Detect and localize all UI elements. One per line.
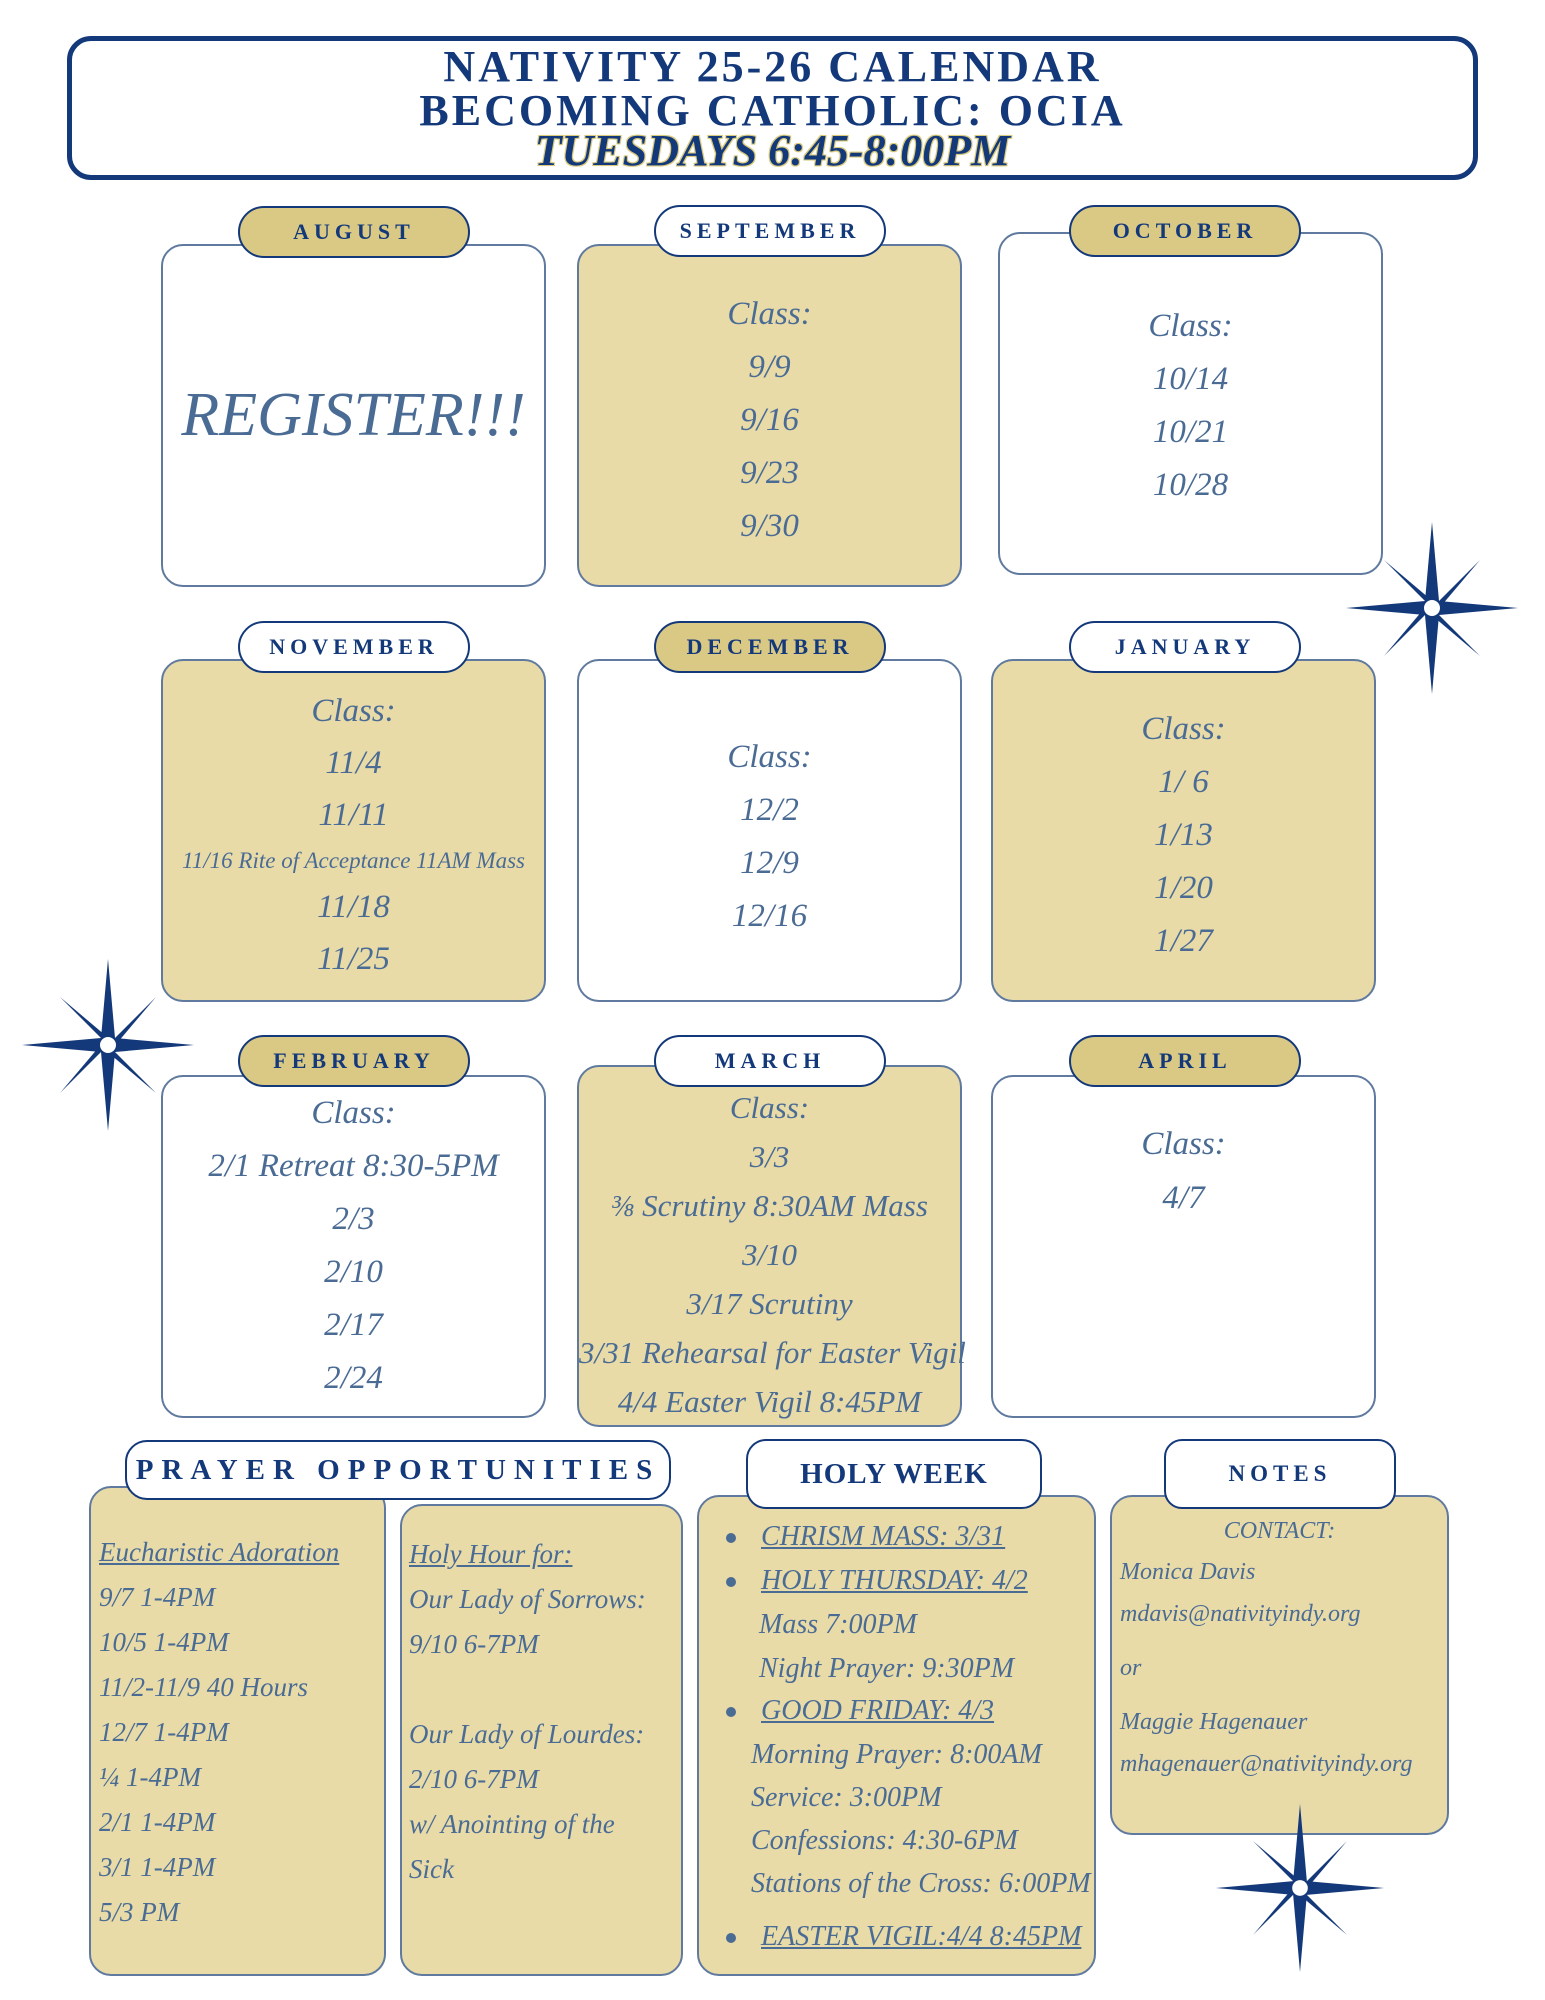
contact-or: or [1120, 1655, 1142, 1681]
month-label-august: AUGUST [238, 206, 470, 258]
holy-hour-box [400, 1504, 683, 1976]
calendar-title: NATIVITY 25-26 CALENDAR [443, 42, 1102, 91]
class-date: 12/9 [740, 845, 799, 881]
class-event: ⅜ Scrutiny 8:30AM Mass [611, 1188, 928, 1223]
class-date: 10/14 [1152, 361, 1229, 397]
notes-box [1110, 1495, 1449, 1835]
adoration-box [89, 1486, 386, 1976]
class-event: 3/17 Scrutiny [686, 1286, 853, 1321]
class-date: 2/24 [324, 1360, 383, 1396]
class-date: 1/ 6 [1158, 764, 1209, 800]
holy-week-label: HOLY WEEK [746, 1439, 1042, 1509]
month-box-august [161, 244, 546, 587]
class-date: 4/7 [1162, 1180, 1205, 1216]
month-label-september: SEPTEMBER [654, 205, 886, 257]
class-date: 11/11 [318, 797, 389, 833]
holy-week-item: Mass 7:00PM [759, 1609, 917, 1640]
month-box-october [998, 232, 1383, 575]
holy-week-item: Service: 3:00PM [751, 1782, 942, 1813]
class-heading: Class: [727, 296, 812, 332]
class-date: 10/21 [1152, 414, 1229, 450]
class-date: 12/16 [731, 898, 808, 934]
month-box-february [161, 1075, 546, 1418]
month-box-march [577, 1065, 966, 1427]
holy-week-item: Night Prayer: 9:30PM [759, 1653, 1015, 1684]
program-title: BECOMING CATHOLIC: OCIA [419, 86, 1126, 135]
month-label-february: FEBRUARY [238, 1035, 470, 1087]
compass-star-icon [1342, 518, 1522, 698]
holy-hour-line: Our Lady of Lourdes: [409, 1719, 645, 1749]
class-heading: Class: [311, 1095, 396, 1131]
compass-star-icon [18, 955, 198, 1135]
adoration-date: 12/7 1-4PM [99, 1717, 229, 1747]
month-label-october: OCTOBER [1069, 205, 1301, 257]
holy-hour-line: 2/10 6-7PM [409, 1764, 539, 1794]
month-label-january: JANUARY [1069, 621, 1301, 673]
class-date: 9/9 [748, 349, 791, 385]
header-banner [67, 36, 1478, 180]
holy-hour-line: Our Lady of Sorrows: [409, 1584, 646, 1614]
prayer-opportunities-label: PRAYER OPPORTUNITIES [125, 1440, 671, 1500]
adoration-date: 11/2-11/9 40 Hours [99, 1672, 308, 1702]
class-date: 12/2 [740, 792, 799, 828]
class-heading: Class: [311, 693, 396, 729]
month-label-november: NOVEMBER [238, 621, 470, 673]
month-label-april: APRIL [1069, 1035, 1301, 1087]
compass-star-icon [1212, 1800, 1388, 1976]
adoration-title: Eucharistic Adoration [99, 1537, 340, 1567]
class-date: 2/10 [324, 1254, 383, 1290]
class-date: 1/20 [1154, 870, 1213, 906]
class-event: 11/16 Rite of Acceptance 11AM Mass [182, 848, 525, 873]
holy-week-item: Stations of the Cross: 6:00PM [751, 1868, 1091, 1899]
class-date: 10/28 [1152, 467, 1229, 503]
class-date: 11/18 [317, 889, 390, 925]
month-box-april [991, 1075, 1376, 1418]
class-date: 1/27 [1154, 923, 1213, 959]
class-event: 4/4 Easter Vigil 8:45PM [617, 1384, 922, 1419]
class-heading: Class: [727, 739, 812, 775]
class-heading: Class: [1141, 1126, 1226, 1162]
meeting-time: TUESDAYS 6:45-8:00PM [534, 126, 1011, 175]
adoration-date: 5/3 PM [99, 1897, 180, 1927]
holy-week-item: Confessions: 4:30-6PM [751, 1825, 1018, 1856]
class-heading: Class: [1141, 711, 1226, 747]
class-heading: Class: [1148, 308, 1233, 344]
register-text: REGISTER!!! [181, 381, 526, 449]
contact-email: mdavis@nativityindy.org [1120, 1601, 1361, 1627]
holy-week-box [697, 1495, 1096, 1976]
adoration-date: ¼ 1-4PM [99, 1762, 201, 1792]
holy-week-item: Morning Prayer: 8:00AM [751, 1739, 1042, 1770]
month-box-september [577, 244, 962, 587]
month-box-january [991, 659, 1376, 1002]
adoration-date: 2/1 1-4PM [99, 1807, 216, 1837]
contact-email: mhagenauer@nativityindy.org [1120, 1751, 1413, 1777]
good-friday: GOOD FRIDAY: 4/3 [761, 1695, 995, 1726]
chrism-mass: CHRISM MASS: 3/31 [761, 1521, 1006, 1552]
easter-vigil: EASTER VIGIL:4/4 8:45PM [761, 1921, 1082, 1952]
contact-name: Maggie Hagenauer [1120, 1709, 1308, 1735]
class-date: 9/23 [740, 455, 799, 491]
holy-hour-line: 9/10 6-7PM [409, 1629, 539, 1659]
month-label-march: MARCH [654, 1035, 886, 1087]
month-box-december [577, 659, 962, 1002]
month-label-december: DECEMBER [654, 621, 886, 673]
adoration-date: 3/1 1-4PM [99, 1852, 216, 1882]
class-date: 1/13 [1154, 817, 1213, 853]
holy-hour-line: w/ Anointing of the [409, 1809, 615, 1839]
class-date: 11/4 [325, 745, 382, 781]
class-date: 2/17 [324, 1307, 383, 1343]
class-date: 9/30 [740, 508, 799, 544]
holy-thursday: HOLY THURSDAY: 4/2 [761, 1565, 1028, 1596]
adoration-date: 10/5 1-4PM [99, 1627, 229, 1657]
holy-hour-title: Holy Hour for: [409, 1539, 573, 1569]
month-box-november [161, 659, 546, 1002]
class-date: 9/16 [740, 402, 799, 438]
class-date: 3/3 [749, 1139, 790, 1174]
class-date: 3/10 [741, 1237, 798, 1272]
class-date: 2/3 [332, 1201, 375, 1237]
contact-heading: CONTACT: [1223, 1518, 1336, 1544]
class-event: 3/31 Rehearsal for Easter Vigil [579, 1335, 966, 1370]
adoration-date: 9/7 1-4PM [99, 1582, 216, 1612]
class-date: 11/25 [317, 941, 390, 977]
class-heading: Class: [729, 1090, 810, 1125]
holy-hour-line: Sick [409, 1854, 454, 1884]
class-event: 2/1 Retreat 8:30-5PM [208, 1148, 499, 1184]
notes-label: NOTES [1164, 1439, 1396, 1509]
contact-name: Monica Davis [1120, 1559, 1256, 1585]
